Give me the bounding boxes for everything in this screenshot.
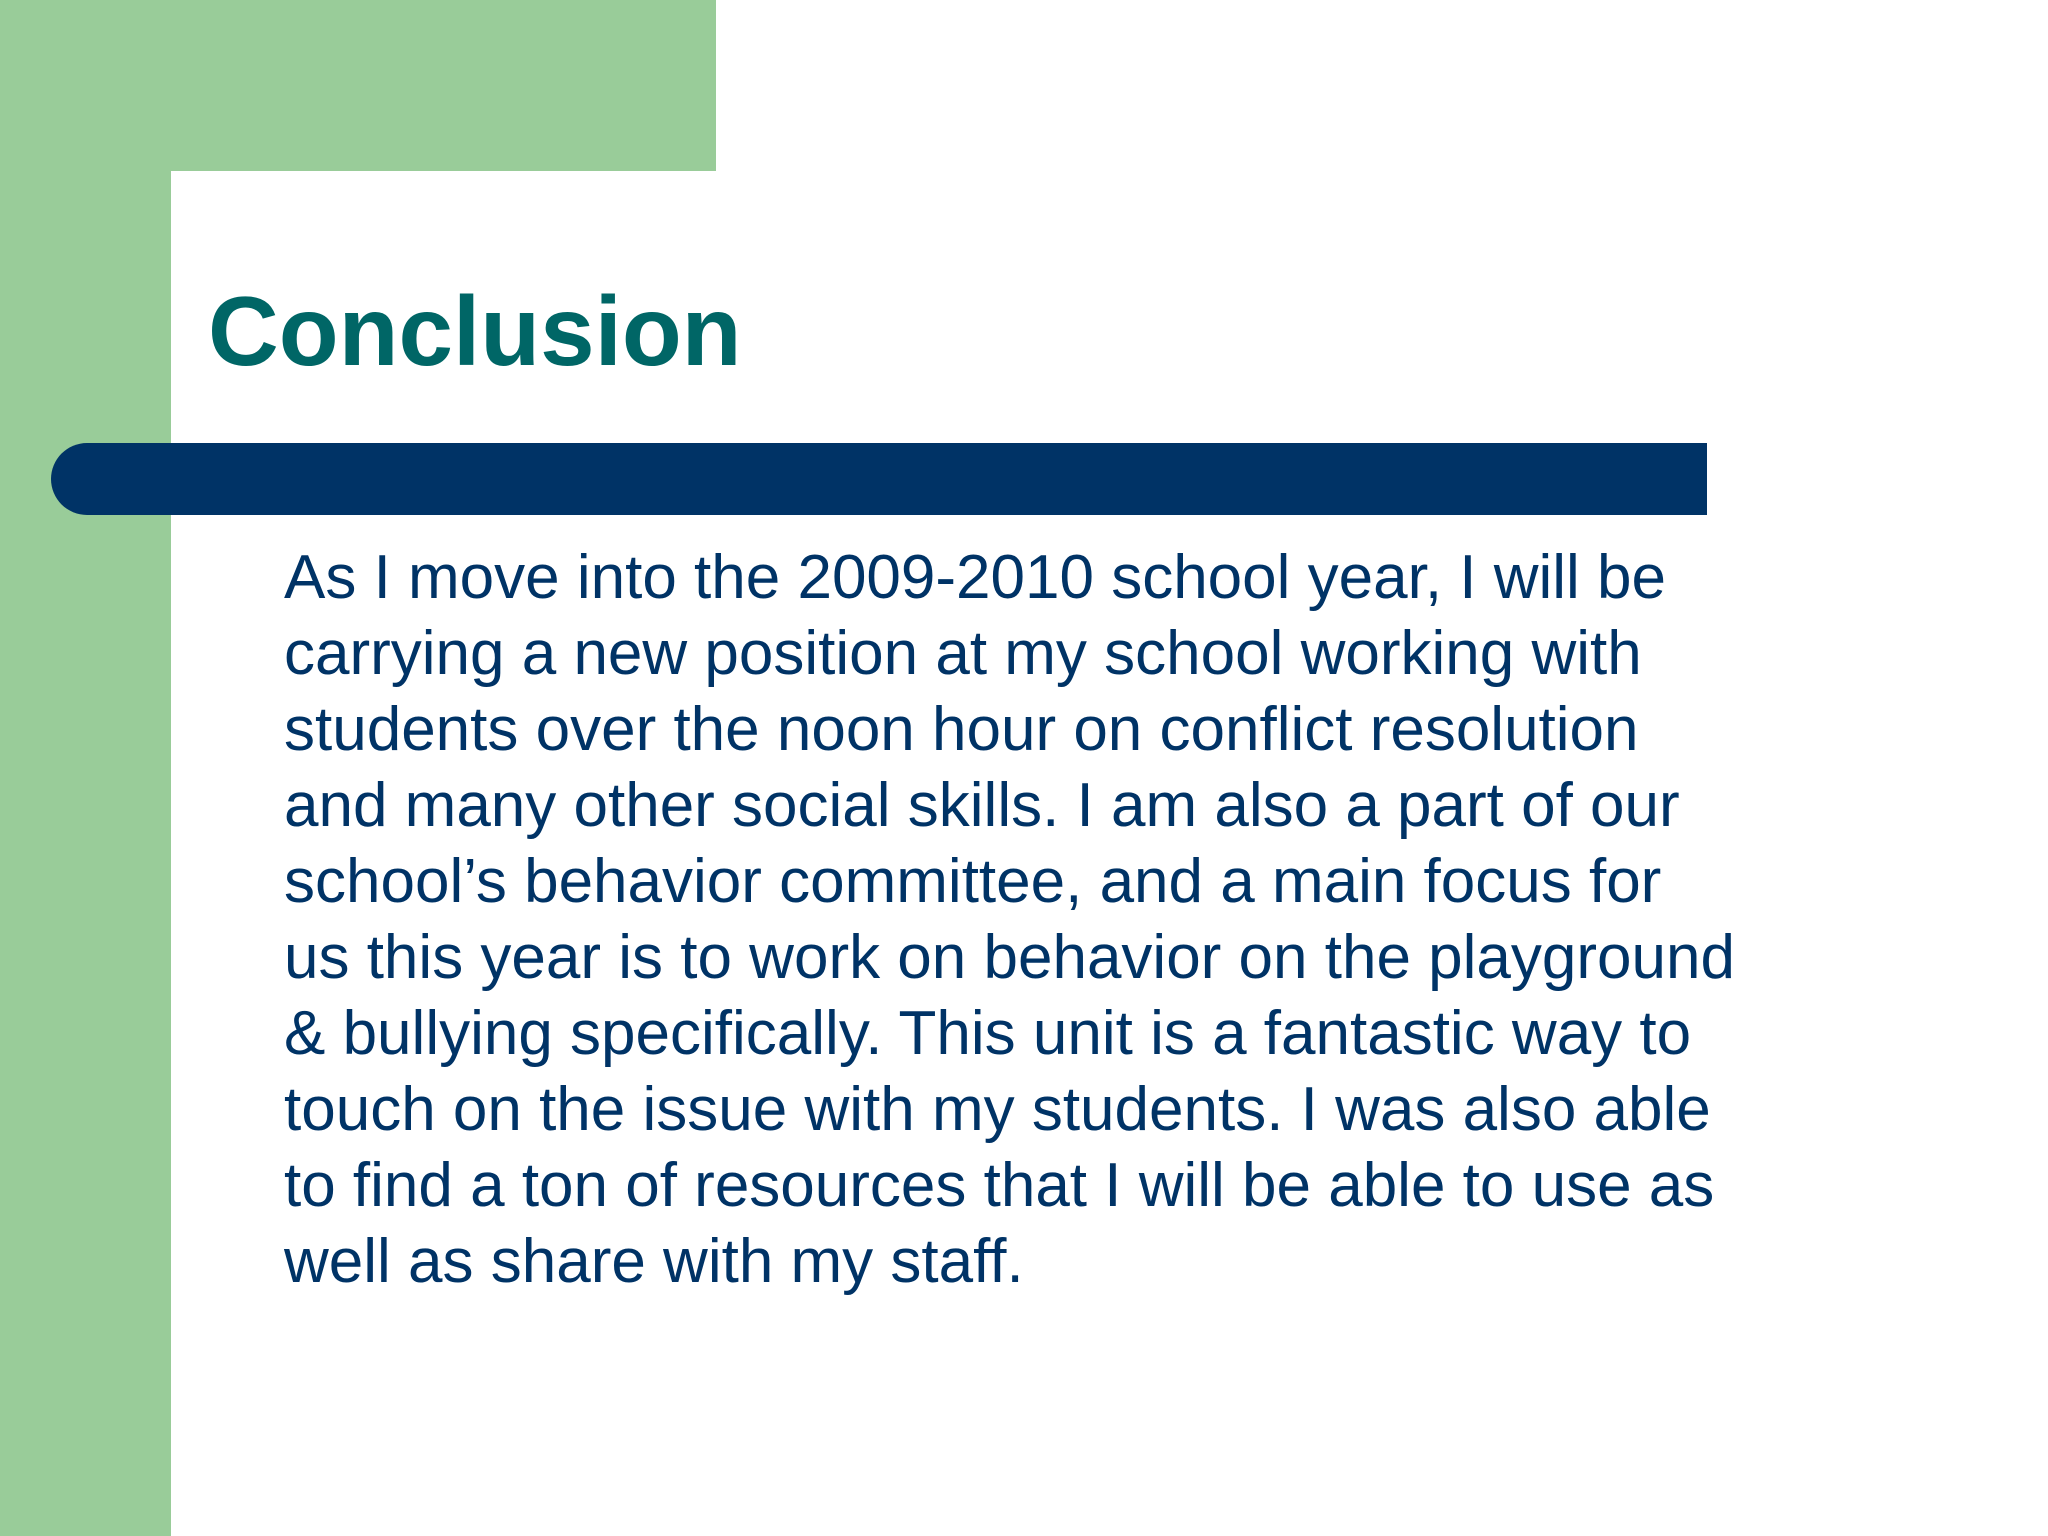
title-divider-bar: [51, 443, 1707, 515]
slide-body-text: As I move into the 2009-2010 school year, I will be carrying a new position at my school working with students over the noon hour on conflict resolution and many other social skills. I am also a part of our school’s behavior committee, and a main focus for us this year is to work on behavior on the playground & bullying specifically. This unit is a fantastic way to touch on the issue with my students. I was also able to find a ton of resources that I will be able to use as well as share with my staff.: [284, 543, 1735, 1296]
content-panel-corner: [171, 171, 291, 291]
slide-title: Conclusion: [208, 276, 742, 386]
accent-band-left: [0, 0, 171, 1536]
